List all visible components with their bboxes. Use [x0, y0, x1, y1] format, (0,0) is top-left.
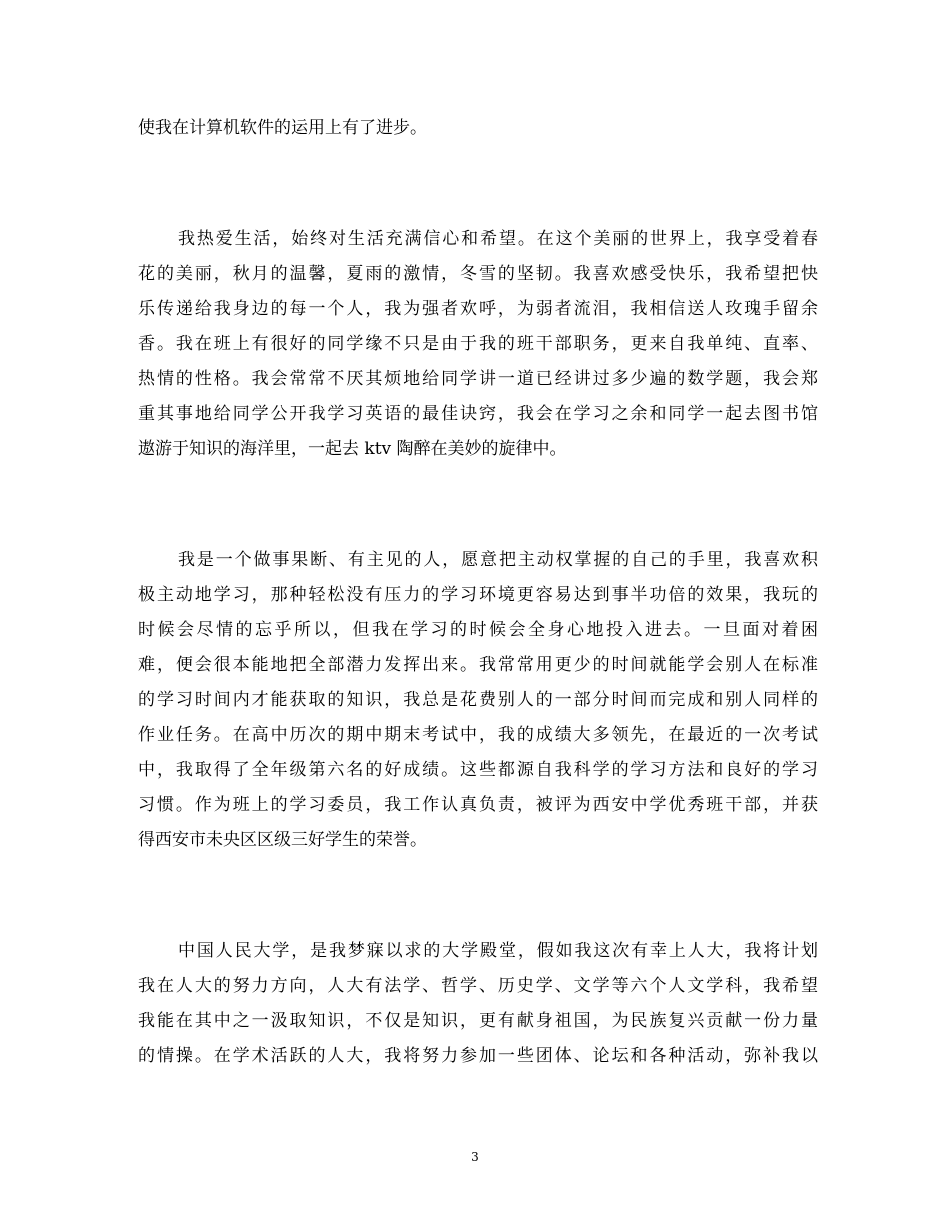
- paragraph-3-line-5: 的学习时间内才能获取的知识，我总是花费别人的一部分时间而完成和别人同样的: [138, 690, 818, 710]
- paragraph-2-line-4: 香。我在班上有很好的同学缘不只是由于我的班干部职务，更来自我单纯、直率、: [138, 334, 818, 354]
- paragraph-2-line-3: 乐传递给我身边的每一个人，我为强者欢呼，为弱者流泪，我相信送人玫瑰手留余: [138, 299, 818, 319]
- paragraph-4-line-2: 我在人大的努力方向，人大有法学、哲学、历史学、文学等六个人文学科，我希望: [138, 976, 818, 996]
- paragraph-3-line-8: 习惯。作为班上的学习委员，我工作认真负责，被评为西安中学优秀班干部，并获: [138, 795, 818, 815]
- paragraph-3-line-6: 作业任务。在高中历次的期中期末考试中，我的成绩大多领先，在最近的一次考试: [138, 725, 818, 745]
- paragraph-3-line-9: 得西安市未央区区级三好学生的荣誉。: [138, 830, 427, 850]
- paragraph-3-line-2: 极主动地学习，那种轻松没有压力的学习环境更容易达到事半功倍的效果，我玩的: [138, 585, 818, 605]
- paragraph-3-line-1: 我是一个做事果断、有主见的人，愿意把主动权掌握的自己的手里，我喜欢积: [178, 550, 818, 570]
- paragraph-2-line-6: 重其事地给同学公开我学习英语的最佳诀窍，我会在学习之余和同学一起去图书馆: [138, 404, 818, 424]
- page-number: 3: [471, 1150, 479, 1164]
- paragraph-1-line-1: 使我在计算机软件的运用上有了进步。: [138, 118, 427, 138]
- paragraph-3-line-7: 中，我取得了全年级第六名的好成绩。这些都源自我科学的学习方法和良好的学习: [138, 760, 818, 780]
- paragraph-4-line-1: 中国人民大学，是我梦寐以求的大学殿堂，假如我这次有幸上人大，我将计划: [178, 941, 818, 961]
- paragraph-3-line-3: 时候会尽情的忘乎所以，但我在学习的时候会全身心地投入进去。一旦面对着困: [138, 620, 818, 640]
- paragraph-3-line-4: 难，便会很本能地把全部潜力发挥出来。我常常用更少的时间就能学会别人在标准: [138, 655, 818, 675]
- paragraph-4-line-3: 我能在其中之一汲取知识，不仅是知识，更有献身祖国，为民族复兴贡献一份力量: [138, 1011, 818, 1031]
- paragraph-2-line-1: 我热爱生活，始终对生活充满信心和希望。在这个美丽的世界上，我享受着春: [178, 229, 818, 249]
- paragraph-2-line-5: 热情的性格。我会常常不厌其烦地给同学讲一道已经讲过多少遍的数学题，我会郑: [138, 369, 818, 389]
- paragraph-4-line-4: 的情操。在学术活跃的人大，我将努力参加一些团体、论坛和各种活动，弥补我以: [138, 1046, 818, 1066]
- paragraph-2-line-7: 遨游于知识的海洋里，一起去 ktv 陶醉在美妙的旋律中。: [138, 439, 567, 459]
- paragraph-2-line-2: 花的美丽，秋月的温馨，夏雨的激情，冬雪的坚韧。我喜欢感受快乐，我希望把快: [138, 264, 818, 284]
